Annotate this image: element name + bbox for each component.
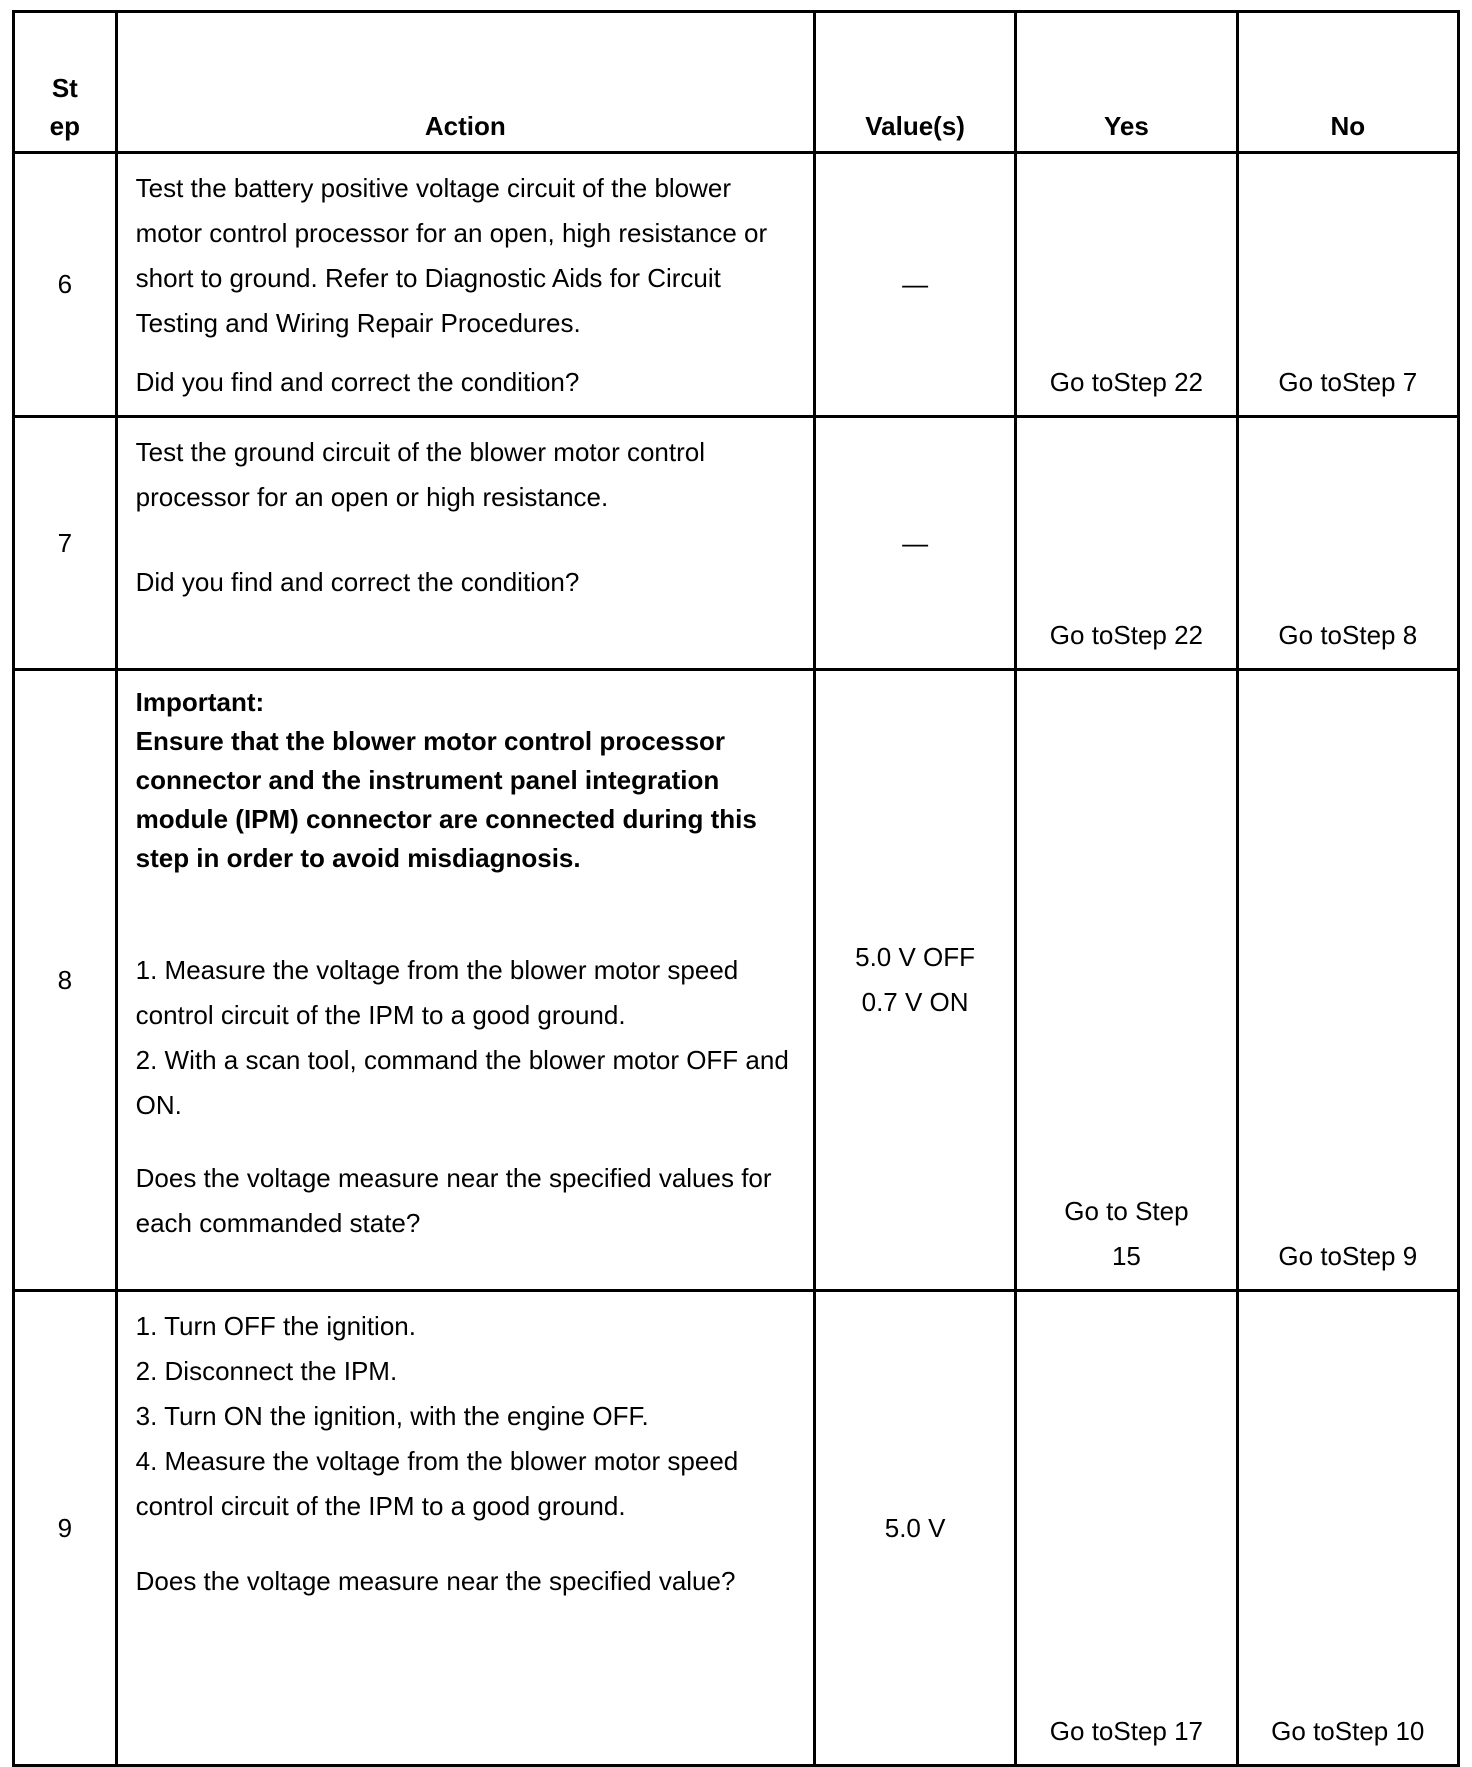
action-text: Test the ground circuit of the blower motor control processor for an open or high resistance.: [135, 437, 706, 512]
yes-link[interactable]: Go toStep 22: [1016, 153, 1237, 417]
table-row: [14, 1291, 1459, 1766]
action-question: Did you find and correct the condition?: [135, 367, 580, 397]
yes-link[interactable]: Go to Step 15: [1016, 670, 1237, 1291]
list-item: 1. Turn OFF the ignition.: [135, 1311, 416, 1341]
action-cell: [116, 1291, 814, 1766]
value-line: 0.7 V ON: [861, 987, 969, 1017]
header-row: [14, 12, 1459, 153]
list-item: 3. Turn ON the ignition, with the engine OFF.: [135, 1401, 649, 1431]
no-link[interactable]: Go toStep 7: [1237, 153, 1458, 417]
list-item: 2. With a scan tool, command the blower motor OFF and ON.: [135, 1045, 789, 1120]
action-question: Did you find and correct the condition?: [135, 567, 580, 597]
no-link[interactable]: Go toStep 10: [1237, 1291, 1458, 1766]
header-values: Value(s): [814, 12, 1015, 153]
list-item: 4. Measure the voltage from the blower motor speed control circuit of the IPM to a good ground.: [135, 1446, 739, 1521]
diagnostic-table: [12, 10, 1460, 1767]
list-item: 2. Disconnect the IPM.: [135, 1356, 398, 1386]
no-link[interactable]: Go toStep 9: [1237, 670, 1458, 1291]
yes-link[interactable]: Go toStep 22: [1016, 417, 1237, 670]
important-label: Important:: [135, 687, 265, 717]
action-text: Test the battery positive voltage circuit of the blower motor control processor for an open, high resistance or short to ground. Refer to Diagnostic Aids for Circuit Testing and Wiring Repair Procedures.: [135, 173, 768, 338]
table-row: [14, 670, 1459, 1291]
header-no: No: [1237, 12, 1458, 153]
value-line: 5.0 V OFF: [855, 942, 976, 972]
action-cell: [116, 417, 814, 670]
value-cell: 5.0 V: [814, 1291, 1015, 1766]
value-cell: —: [814, 417, 1015, 670]
table-row: [14, 153, 1459, 417]
important-text: Ensure that the blower motor control processor connector and the instrument panel integration module (IPM) connector are connected during this step in order to avoid misdiagnosis.: [135, 726, 757, 873]
action-cell: [116, 153, 814, 417]
step-number: 8: [14, 670, 117, 1291]
action-question: Does the voltage measure near the specified value?: [135, 1566, 736, 1596]
value-cell: [814, 670, 1015, 1291]
no-link[interactable]: Go toStep 8: [1237, 417, 1458, 670]
step-number: 9: [14, 1291, 117, 1766]
action-question: Does the voltage measure near the specified values for each commanded state?: [135, 1163, 772, 1238]
yes-link[interactable]: Go toStep 17: [1016, 1291, 1237, 1766]
header-step: St ep: [14, 12, 117, 153]
header-action: Action: [116, 12, 814, 153]
step-number: 6: [14, 153, 117, 417]
step-number: 7: [14, 417, 117, 670]
list-item: 1. Measure the voltage from the blower motor speed control circuit of the IPM to a good ground.: [135, 955, 739, 1030]
table-row: [14, 417, 1459, 670]
header-yes: Yes: [1016, 12, 1237, 153]
action-cell: [116, 670, 814, 1291]
value-cell: —: [814, 153, 1015, 417]
